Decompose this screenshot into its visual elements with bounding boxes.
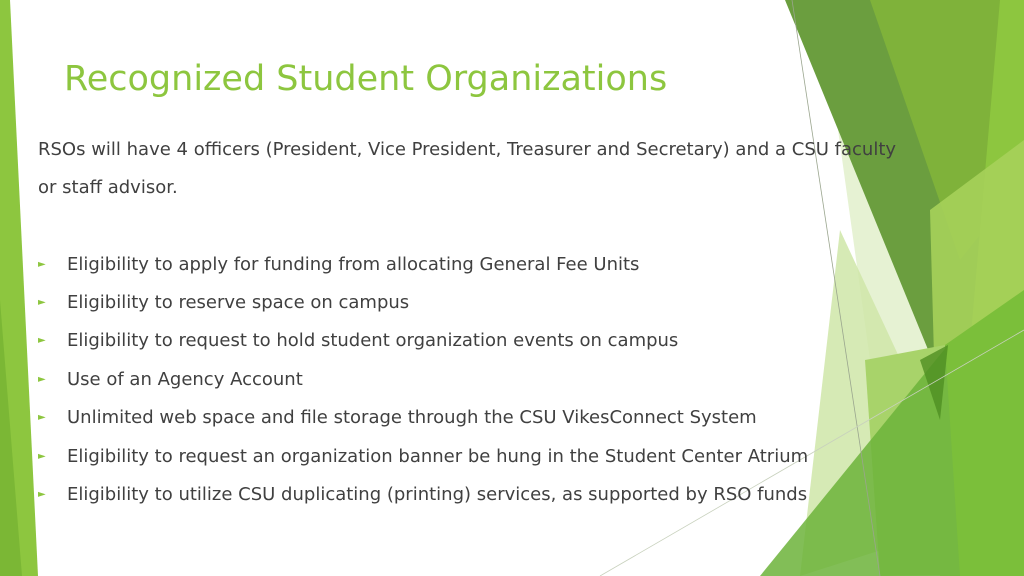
triangle-right-icon: ► — [38, 412, 46, 424]
triangle-right-icon: ► — [38, 373, 46, 385]
list-item — [38, 283, 808, 321]
list-item — [38, 360, 808, 398]
triangle-right-icon: ► — [38, 450, 46, 462]
triangle-right-icon: ► — [38, 297, 46, 309]
list-item-text: Unlimited web space and file storage through the CSU VikesConnect System — [67, 407, 757, 429]
slide-title: Recognized Student Organizations — [64, 59, 668, 99]
benefits-list — [38, 245, 808, 514]
list-item — [38, 437, 808, 475]
list-item-text: Eligibility to apply for funding from allocating General Fee Units — [67, 253, 640, 275]
list-item — [38, 245, 808, 283]
triangle-right-icon: ► — [38, 258, 46, 270]
list-item — [38, 475, 808, 513]
triangle-right-icon: ► — [38, 335, 46, 347]
list-item-text: Use of an Agency Account — [67, 368, 303, 390]
list-item-text: Eligibility to utilize CSU duplicating (printing) services, as supported by RSO funds — [67, 484, 808, 506]
list-item — [38, 399, 808, 437]
list-item-text: Eligibility to request to hold student organization events on campus — [67, 330, 679, 352]
list-item-text: Eligibility to request an organization banner be hung in the Student Center Atrium — [67, 445, 809, 467]
triangle-right-icon: ► — [38, 489, 46, 501]
list-item — [38, 322, 808, 360]
list-item-text: Eligibility to reserve space on campus — [67, 292, 410, 314]
intro-paragraph: RSOs will have 4 officers (President, Vice President, Treasurer and Secretary) and a CSU faculty or staff advisor. — [38, 139, 897, 198]
